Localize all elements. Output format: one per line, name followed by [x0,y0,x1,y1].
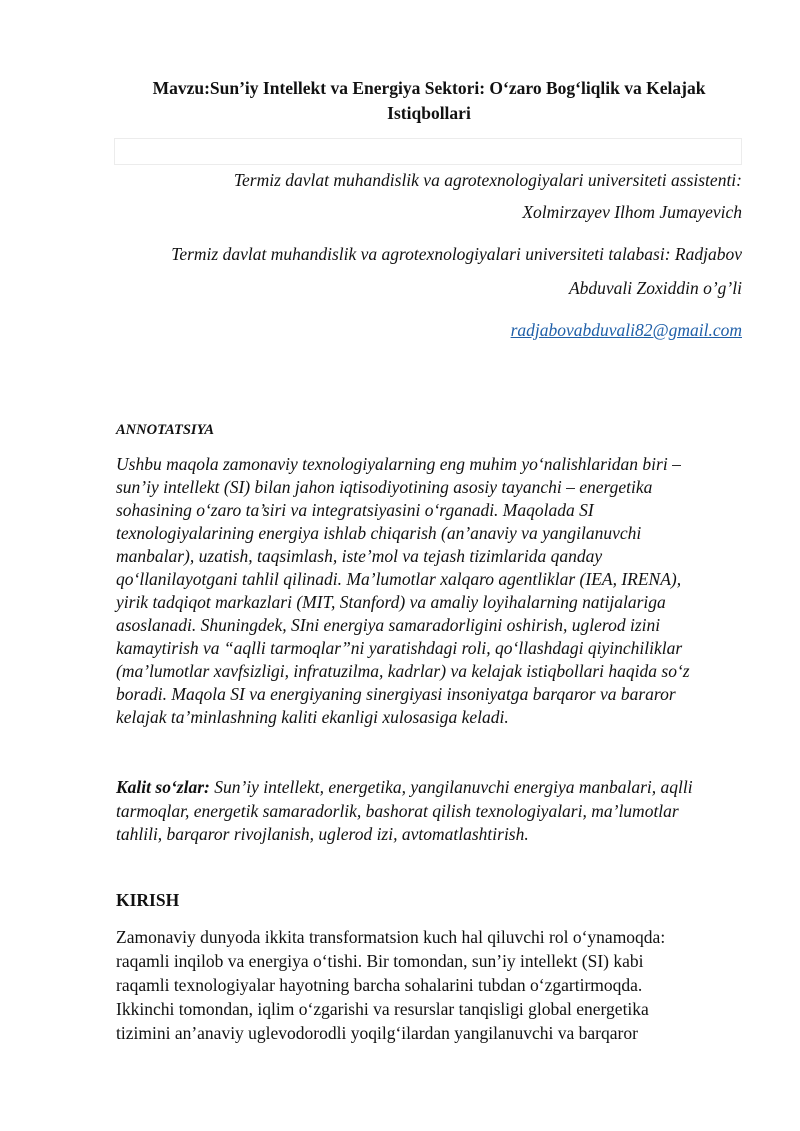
introduction-line: tizimini an’anaviy uglevodorodli yoqilg‘ilardan yangilanuvchi va barqaror [116,1023,638,1043]
annotation-line: sohasining o‘zaro ta’siri va integratsiyasini o‘rganadi. Maqolada SI [116,500,594,520]
empty-text-frame [114,138,742,165]
paper-title [116,76,742,126]
annotation-line: qo‘llanilayotgani tahlil qilinadi. Ma’lumotlar xalqaro agentliklar (IEA, IRENA), [116,569,682,589]
author-1-name: Xolmirzayev Ilhom Jumayevich [522,202,742,222]
introduction-text [116,925,746,1045]
introduction-line: Zamonaviy dunyoda ikkita transformatsion kuch hal qiluvchi rol o‘ynamoqda: [116,927,666,947]
annotation-line: sun’iy intellekt (SI) bilan jahon iqtisodiyotining asosiy tayanchi – energetika [116,477,653,497]
author-1-affiliation: Termiz davlat muhandislik va agrotexnologiyalari universiteti assistenti: [233,170,742,190]
annotation-line: texnologiyalarining energiya ishlab chiqarish (an’anaviy va yangilanuvchi [116,523,642,543]
annotation-line: yirik tadqiqot markazlari (MIT, Stanford) va amaliy loyihalarning natijalariga [116,592,666,612]
paper-title-line-1: Mavzu:Sun’iy Intellekt va Energiya Sektori: O‘zaro Bog‘liqlik va Kelajak [152,78,706,98]
keywords-line [116,776,746,800]
annotation-line: kelajak ta’minlashning kaliti ekanligi xulosasiga keladi. [116,707,509,727]
paper-title-line-2: Istiqbollari [387,103,471,123]
keywords-line: tarmoqlar, energetik samaradorlik, bashorat qilish texnologiyalari, ma’lumotlar [116,800,679,821]
annotation-line: asoslanadi. Shuningdek, SIni energiya samaradorligini oshirish, uglerod izini [116,615,661,635]
keywords-block [116,776,746,847]
author-email-link[interactable]: radjabovabduvali82@gmail.com [510,320,742,340]
keywords-line: tahlili, barqaror rivojlanish, uglerod izi, avtomatlashtirish. [116,824,529,844]
author-2-affiliation: Termiz davlat muhandislik va agrotexnologiyalari universiteti talabasi: Radjabov [171,244,742,264]
keywords-text: Sun’iy intellekt, energetika, yangilanuvchi energiya manbalari, aqlli [209,777,693,797]
keywords-label: Kalit so‘zlar: [116,777,210,797]
introduction-line: Ikkinchi tomondan, iqlim o‘zgarishi va resurslar tanqisligi global energetika [116,999,649,1019]
annotation-line: manbalar), uzatish, taqsimlash, iste’mol va tejash tizimlarida qanday [116,546,603,566]
annotation-line: (ma’lumotlar xavfsizligi, infratuzilma, kadrlar) va kelajak istiqbollari haqida so‘z [116,661,690,681]
introduction-line: raqamli inqilob va energiya o‘tishi. Bir tomondan, sun’iy intellekt (SI) kabi [116,951,644,971]
annotation-line: Ushbu maqola zamonaviy texnologiyalarning eng muhim yo‘nalishlaridan biri – [116,454,681,474]
annotation-heading: ANNOTATSIYA [116,422,215,438]
introduction-heading: KIRISH [116,890,180,910]
annotation-line: kamaytirish va “aqlli tarmoqlar”ni yaratishdagi roli, qo‘llashdagi qiyinchiliklar [116,638,683,658]
author-2-name: Abduvali Zoxiddin o’g’li [568,278,742,298]
annotation-text [116,453,746,729]
introduction-line: raqamli texnologiyalar hayotning barcha sohalarini tubdan o‘zgartirmoqda. [116,975,643,995]
annotation-line: boradi. Maqola SI va energiyaning sinergiyasi insoniyatga barqaror va bararor [116,684,676,704]
